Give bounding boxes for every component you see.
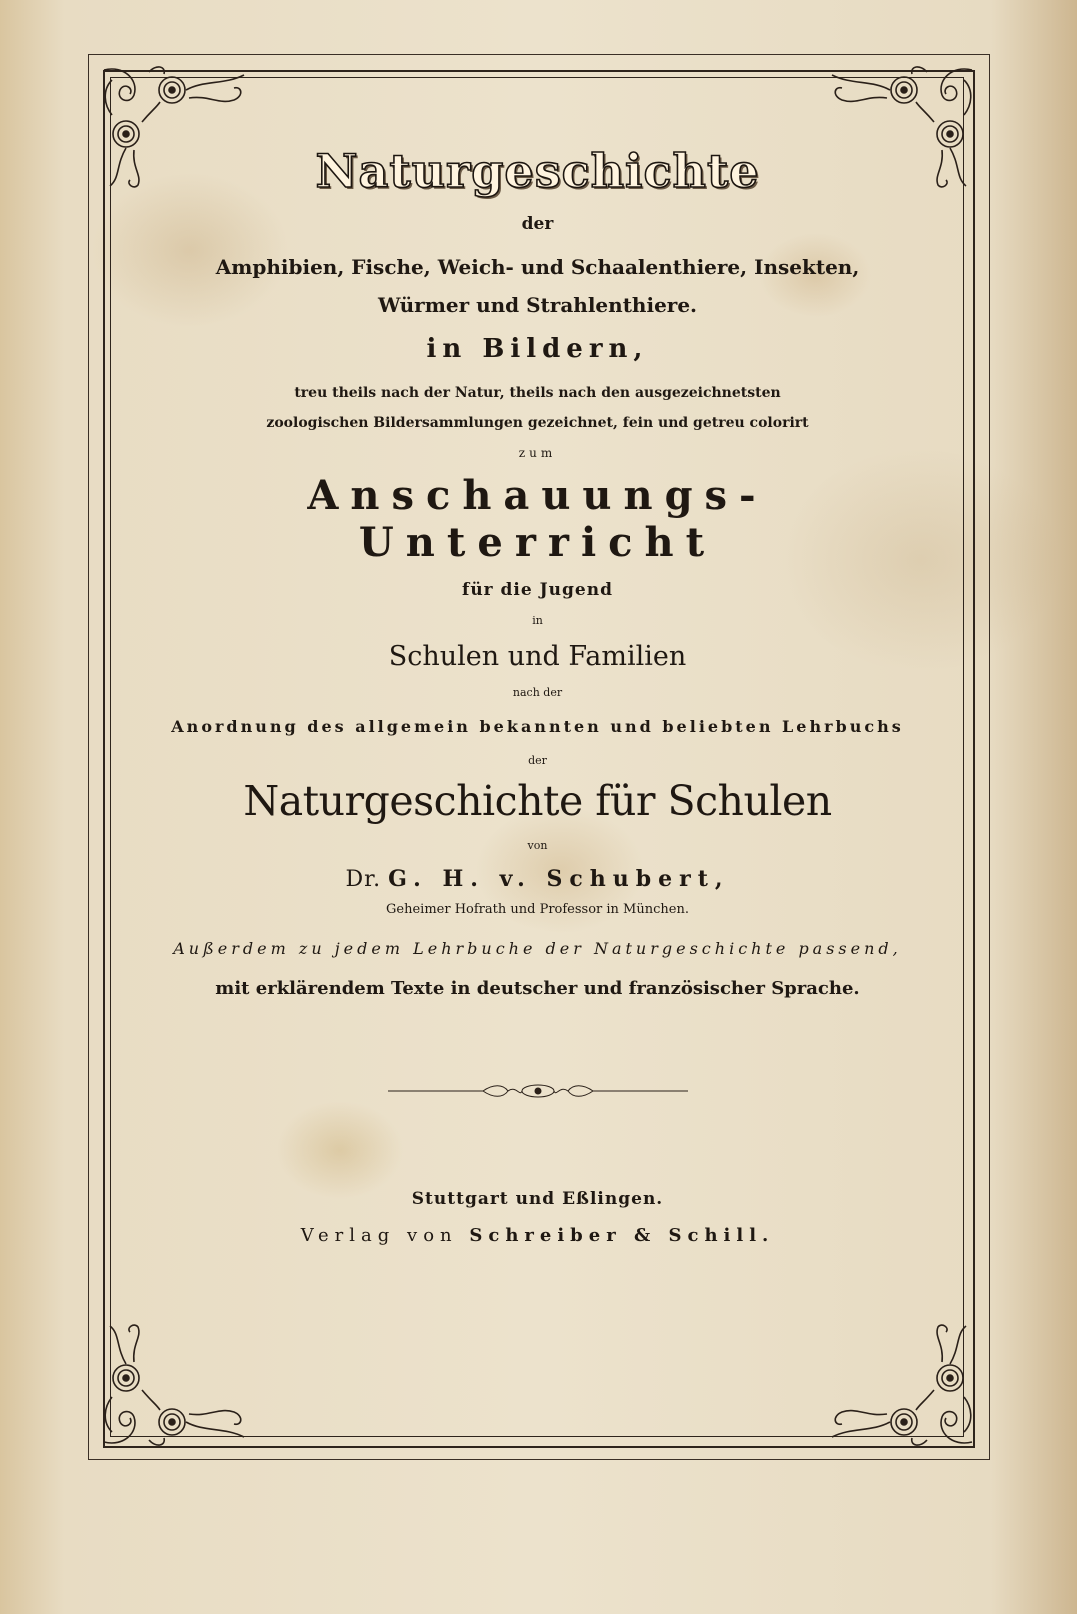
in-bildern-line: in Bildern, bbox=[426, 334, 649, 364]
ausserdem-line: Außerdem zu jedem Lehrbuche der Naturgeschichte passend, bbox=[173, 939, 902, 958]
corner-ornament-bottom-right bbox=[822, 1322, 982, 1452]
der-line-1: der bbox=[521, 214, 554, 234]
in-line: in bbox=[532, 614, 543, 627]
schulen-familien-line: Schulen und Familien bbox=[388, 641, 687, 672]
jugend-line: für die Jugend bbox=[462, 580, 613, 600]
verlag-prefix: Verlag von bbox=[300, 1225, 458, 1246]
author-line bbox=[130, 866, 945, 892]
naturgeschichte-schulen-heading: Naturgeschichte für Schulen bbox=[243, 777, 832, 825]
corner-ornament-bottom-left bbox=[94, 1322, 254, 1452]
main-title: Naturgeschichte bbox=[315, 144, 760, 198]
divider-ornament bbox=[388, 1081, 688, 1101]
author-title: Geheimer Hofrath und Professor in München. bbox=[386, 902, 689, 917]
animals-subtitle: Amphibien, Fische, Weich- und Schaalenthiere, Insekten, Würmer und Strahlenthiere. bbox=[215, 255, 860, 317]
zum-line: zum bbox=[518, 446, 557, 460]
von-line: von bbox=[527, 839, 548, 852]
corner-flourish-icon bbox=[822, 1322, 982, 1452]
publisher-name: Schreiber & Schill. bbox=[469, 1225, 775, 1246]
nach-der-line: nach der bbox=[512, 686, 563, 699]
anschauung-heading: Anschauungs-Unterricht bbox=[307, 472, 768, 566]
der-line-2: der bbox=[528, 754, 547, 767]
scroll-divider-icon bbox=[388, 1081, 688, 1101]
publication-place: Stuttgart und Eßlingen. bbox=[411, 1189, 664, 1209]
corner-flourish-icon bbox=[94, 1322, 254, 1452]
anordnung-line: Anordnung des allgemein bekannten und beliebten Lehrbuchs bbox=[171, 717, 904, 736]
publisher-line bbox=[130, 1225, 945, 1246]
treu-description: treu theils nach der Natur, theils nach den ausgezeichnetsten zoologischen Bildersammlungen gezeichnet, fein und getreu colorirt bbox=[266, 385, 809, 431]
author-name: G. H. v. Schubert, bbox=[388, 866, 730, 892]
title-page-text bbox=[130, 140, 945, 1246]
author-prefix: Dr. bbox=[345, 867, 382, 892]
erklaerend-line: mit erklärendem Texte in deutscher und französischer Sprache. bbox=[215, 978, 860, 999]
